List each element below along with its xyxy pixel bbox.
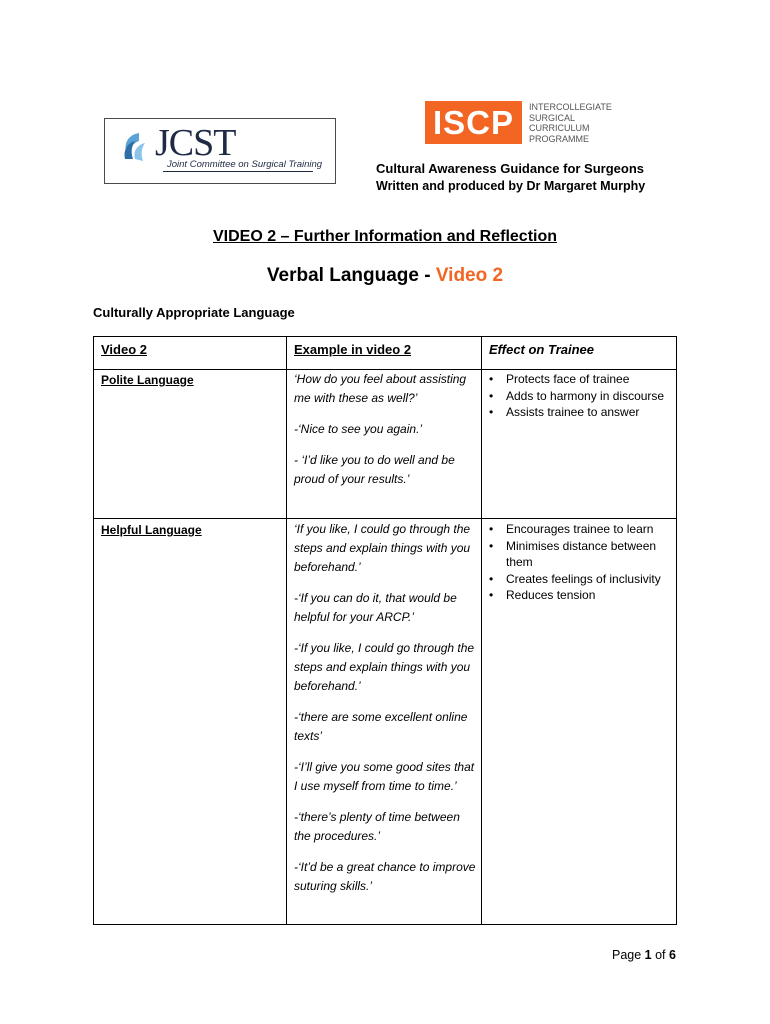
iscp-line: INTERCOLLEGIATE	[529, 102, 612, 112]
effect-item: • Encourages trainee to learn	[486, 521, 674, 538]
video-heading: VIDEO 2 – Further Information and Reflection	[212, 228, 558, 245]
language-table	[93, 336, 677, 925]
header-example: Example in video 2	[294, 342, 412, 357]
examples-helpful	[294, 520, 476, 908]
table-divider	[481, 337, 482, 924]
header-effect: Effect on Trainee	[489, 342, 594, 357]
table-divider	[94, 518, 676, 519]
effect-item: • Assists trainee to answer	[486, 404, 674, 421]
author-line: Written and produced by Dr Margaret Murphy	[376, 179, 646, 193]
iscp-line: SURGICAL	[529, 112, 576, 123]
example-quote: -‘there are some excellent online texts’	[294, 710, 468, 743]
page-title	[0, 265, 770, 287]
effects-helpful	[486, 521, 674, 604]
examples-polite	[294, 370, 476, 501]
example-quote: -‘It’d be a great chance to improve suturing skills.’	[294, 860, 476, 893]
iscp-logo-text	[529, 102, 612, 144]
effect-item: • Creates feelings of inclusivity	[486, 571, 674, 588]
effect-item: • Reduces tension	[486, 587, 674, 604]
page-prefix: Page	[612, 948, 645, 962]
page-of: of	[651, 948, 669, 962]
jcst-divider	[163, 171, 313, 172]
example-quote: ‘If you like, I could go through the steps and explain things with you beforehand.’	[294, 522, 471, 574]
jcst-logo	[104, 118, 336, 184]
jcst-emblem-icon	[119, 129, 159, 173]
section-label: Culturally Appropriate Language	[93, 305, 295, 320]
example-quote: -‘there’s plenty of time between the procedures.’	[294, 810, 460, 843]
page-number	[612, 948, 676, 962]
effects-polite	[486, 371, 674, 421]
example-quote: ‘How do you feel about assisting me with these as well?’	[294, 372, 467, 405]
page-title-accent: Video 2	[435, 265, 504, 286]
row-label-polite: Polite Language	[101, 373, 194, 387]
example-quote: -‘If you can do it, that would be helpful for your ARCP.’	[294, 591, 457, 624]
example-quote: -‘I’ll give you some good sites that I use myself from time to time.’	[294, 760, 475, 793]
header-video: Video 2	[101, 342, 148, 357]
example-quote: - ‘I’d like you to do well and be proud of your results.’	[294, 453, 455, 486]
row-label-helpful: Helpful Language	[101, 523, 202, 537]
page-total: 6	[669, 948, 676, 962]
example-quote: -‘Nice to see you again.’	[294, 422, 423, 436]
effect-item: • Minimises distance between them	[486, 538, 674, 571]
iscp-line: PROGRAMME	[529, 133, 590, 144]
effect-item: • Adds to harmony in discourse	[486, 388, 674, 405]
page-current: 1	[644, 948, 652, 962]
effect-item: • Protects face of trainee	[486, 371, 674, 388]
guidance-title: Cultural Awareness Guidance for Surgeons	[376, 161, 645, 176]
iscp-line: CURRICULUM	[529, 123, 590, 133]
iscp-logo: ISCP	[425, 101, 522, 144]
page-title-main: Verbal Language -	[266, 265, 436, 286]
table-divider	[286, 337, 287, 924]
example-quote: -‘If you like, I could go through the steps and explain things with you beforehand.’	[294, 641, 475, 693]
jcst-acronym: JCST	[155, 122, 236, 164]
jcst-full-name: Joint Committee on Surgical Training	[167, 159, 323, 170]
